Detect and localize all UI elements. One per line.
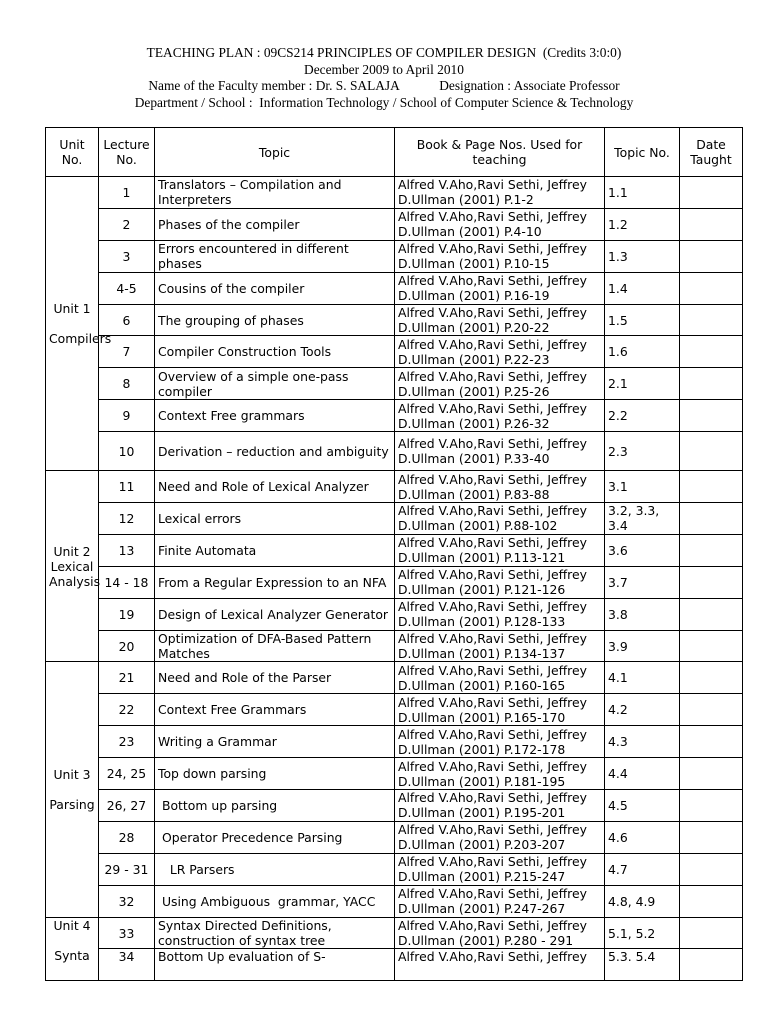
topic-no-cell: 2.3 bbox=[605, 432, 680, 471]
col-header-book: Book & Page Nos. Used for teaching bbox=[395, 128, 605, 177]
book-pages-cell: Alfred V.Aho,Ravi Sethi, Jeffrey bbox=[395, 949, 605, 980]
topic-no-cell: 4.3 bbox=[605, 726, 680, 758]
book-pages-cell: Alfred V.Aho,Ravi Sethi, Jeffrey D.Ullman (2001) P.160-165 bbox=[395, 662, 605, 694]
table-row bbox=[46, 598, 743, 630]
date-taught-cell bbox=[680, 336, 743, 368]
date-taught-cell bbox=[680, 534, 743, 566]
book-pages-cell: Alfred V.Aho,Ravi Sethi, Jeffrey D.Ullman (2001) P.195-201 bbox=[395, 790, 605, 822]
topic-cell: Design of Lexical Analyzer Generator bbox=[155, 598, 395, 630]
date-taught-cell bbox=[680, 662, 743, 694]
topic-cell: Optimization of DFA-Based Pattern Matches bbox=[155, 630, 395, 662]
topic-cell: Using Ambiguous grammar, YACC bbox=[155, 885, 395, 917]
topic-cell: Top down parsing bbox=[155, 758, 395, 790]
lecture-no-cell: 10 bbox=[99, 432, 155, 471]
book-pages-cell: Alfred V.Aho,Ravi Sethi, Jeffrey D.Ullman (2001) P.83-88 bbox=[395, 471, 605, 503]
lecture-no-cell: 22 bbox=[99, 694, 155, 726]
date-taught-cell bbox=[680, 566, 743, 598]
date-taught-cell bbox=[680, 726, 743, 758]
topic-no-cell: 4.1 bbox=[605, 662, 680, 694]
unit-cell: Unit 4 Synta bbox=[46, 917, 99, 980]
table-row bbox=[46, 694, 743, 726]
lecture-no-cell: 13 bbox=[99, 534, 155, 566]
department-line: Department / School : Information Technology / School of Computer Science & Technology bbox=[134, 94, 634, 110]
lecture-no-cell: 2 bbox=[99, 208, 155, 240]
topic-cell: Bottom Up evaluation of S- bbox=[155, 949, 395, 980]
date-taught-cell bbox=[680, 758, 743, 790]
topic-no-cell: 3.1 bbox=[605, 471, 680, 503]
table-row bbox=[46, 208, 743, 240]
lecture-no-cell: 29 - 31 bbox=[99, 853, 155, 885]
lecture-no-cell: 21 bbox=[99, 662, 155, 694]
topic-cell: Cousins of the compiler bbox=[155, 272, 395, 304]
lecture-no-cell: 26, 27 bbox=[99, 790, 155, 822]
date-taught-cell bbox=[680, 790, 743, 822]
lecture-no-cell: 11 bbox=[99, 471, 155, 503]
table-row bbox=[46, 662, 743, 694]
teaching-plan-table bbox=[45, 127, 743, 981]
topic-cell: Translators – Compilation and Interpreters bbox=[155, 177, 395, 209]
topic-no-cell: 3.9 bbox=[605, 630, 680, 662]
date-taught-cell bbox=[680, 304, 743, 336]
topic-no-cell: 4.5 bbox=[605, 790, 680, 822]
table-row bbox=[46, 336, 743, 368]
lecture-no-cell: 1 bbox=[99, 177, 155, 209]
topic-no-cell: 1.2 bbox=[605, 208, 680, 240]
table-row bbox=[46, 272, 743, 304]
table-row bbox=[46, 471, 743, 503]
lecture-no-cell: 24, 25 bbox=[99, 758, 155, 790]
table-row bbox=[46, 503, 743, 535]
date-taught-cell bbox=[680, 917, 743, 949]
date-taught-cell bbox=[680, 630, 743, 662]
topic-no-cell: 4.4 bbox=[605, 758, 680, 790]
lecture-no-cell: 20 bbox=[99, 630, 155, 662]
unit-cell: Unit 3 Parsing bbox=[46, 662, 99, 917]
book-pages-cell: Alfred V.Aho,Ravi Sethi, Jeffrey D.Ullman (2001) P.26-32 bbox=[395, 400, 605, 432]
table-row bbox=[46, 400, 743, 432]
topic-cell: Compiler Construction Tools bbox=[155, 336, 395, 368]
topic-cell: Context Free grammars bbox=[155, 400, 395, 432]
topic-no-cell: 3.6 bbox=[605, 534, 680, 566]
date-taught-cell bbox=[680, 694, 743, 726]
date-taught-cell bbox=[680, 208, 743, 240]
topic-cell: Phases of the compiler bbox=[155, 208, 395, 240]
topic-cell: Overview of a simple one-pass compiler bbox=[155, 368, 395, 400]
table-row bbox=[46, 368, 743, 400]
topic-no-cell: 3.8 bbox=[605, 598, 680, 630]
date-taught-cell bbox=[680, 598, 743, 630]
col-header-topic: Topic bbox=[155, 128, 395, 177]
date-taught-cell bbox=[680, 885, 743, 917]
topic-no-cell: 1.4 bbox=[605, 272, 680, 304]
date-taught-cell bbox=[680, 821, 743, 853]
book-pages-cell: Alfred V.Aho,Ravi Sethi, Jeffrey D.Ullman (2001) P.88-102 bbox=[395, 503, 605, 535]
book-pages-cell: Alfred V.Aho,Ravi Sethi, Jeffrey D.Ullman (2001) P.203-207 bbox=[395, 821, 605, 853]
date-taught-cell bbox=[680, 471, 743, 503]
date-taught-cell bbox=[680, 853, 743, 885]
book-pages-cell: Alfred V.Aho,Ravi Sethi, Jeffrey D.Ullman (2001) P.215-247 bbox=[395, 853, 605, 885]
table-row bbox=[46, 240, 743, 272]
topic-no-cell: 2.2 bbox=[605, 400, 680, 432]
topic-cell: Writing a Grammar bbox=[155, 726, 395, 758]
topic-cell: Derivation – reduction and ambiguity bbox=[155, 432, 395, 471]
topic-no-cell: 4.6 bbox=[605, 821, 680, 853]
topic-no-cell: 1.5 bbox=[605, 304, 680, 336]
lecture-no-cell: 33 bbox=[99, 917, 155, 949]
date-taught-cell bbox=[680, 400, 743, 432]
topic-no-cell: 4.2 bbox=[605, 694, 680, 726]
lecture-no-cell: 3 bbox=[99, 240, 155, 272]
topic-no-cell: 2.1 bbox=[605, 368, 680, 400]
date-taught-cell bbox=[680, 503, 743, 535]
lecture-no-cell: 19 bbox=[99, 598, 155, 630]
book-pages-cell: Alfred V.Aho,Ravi Sethi, Jeffrey D.Ullman (2001) P.280 - 291 bbox=[395, 917, 605, 949]
title-line: TEACHING PLAN : 09CS214 PRINCIPLES OF COMPILER DESIGN (Credits 3:0:0) bbox=[146, 45, 622, 60]
book-pages-cell: Alfred V.Aho,Ravi Sethi, Jeffrey D.Ullman (2001) P.172-178 bbox=[395, 726, 605, 758]
lecture-no-cell: 4-5 bbox=[99, 272, 155, 304]
table-row bbox=[46, 917, 743, 949]
lecture-no-cell: 28 bbox=[99, 821, 155, 853]
period-line: December 2009 to April 2010 bbox=[304, 61, 464, 77]
book-pages-cell: Alfred V.Aho,Ravi Sethi, Jeffrey D.Ullman (2001) P.4-10 bbox=[395, 208, 605, 240]
topic-no-cell: 5.3. 5.4 bbox=[605, 949, 680, 980]
date-taught-cell bbox=[680, 432, 743, 471]
lecture-no-cell: 32 bbox=[99, 885, 155, 917]
topic-cell: The grouping of phases bbox=[155, 304, 395, 336]
col-header-date-taught: Date Taught bbox=[680, 128, 743, 177]
faculty-line: Name of the Faculty member : Dr. S. SALAJA Designation : Associate Professor bbox=[148, 78, 620, 93]
book-pages-cell: Alfred V.Aho,Ravi Sethi, Jeffrey D.Ullman (2001) P.134-137 bbox=[395, 630, 605, 662]
book-pages-cell: Alfred V.Aho,Ravi Sethi, Jeffrey D.Ullman (2001) P.16-19 bbox=[395, 272, 605, 304]
book-pages-cell: Alfred V.Aho,Ravi Sethi, Jeffrey D.Ullman (2001) P.10-15 bbox=[395, 240, 605, 272]
topic-cell: Finite Automata bbox=[155, 534, 395, 566]
table-row bbox=[46, 758, 743, 790]
book-pages-cell: Alfred V.Aho,Ravi Sethi, Jeffrey D.Ullman (2001) P.121-126 bbox=[395, 566, 605, 598]
table-row bbox=[46, 566, 743, 598]
topic-no-cell: 1.6 bbox=[605, 336, 680, 368]
col-header-lecture: Lecture No. bbox=[99, 128, 155, 177]
lecture-no-cell: 34 bbox=[99, 949, 155, 980]
book-pages-cell: Alfred V.Aho,Ravi Sethi, Jeffrey D.Ullman (2001) P.25-26 bbox=[395, 368, 605, 400]
topic-cell: Bottom up parsing bbox=[155, 790, 395, 822]
book-pages-cell: Alfred V.Aho,Ravi Sethi, Jeffrey D.Ullman (2001) P.165-170 bbox=[395, 694, 605, 726]
topic-cell: Need and Role of Lexical Analyzer bbox=[155, 471, 395, 503]
topic-cell: Lexical errors bbox=[155, 503, 395, 535]
topic-cell: Errors encountered in different phases bbox=[155, 240, 395, 272]
lecture-no-cell: 7 bbox=[99, 336, 155, 368]
table-row bbox=[46, 790, 743, 822]
table-row bbox=[46, 821, 743, 853]
topic-cell: LR Parsers bbox=[155, 853, 395, 885]
table-row bbox=[46, 304, 743, 336]
topic-cell: Context Free Grammars bbox=[155, 694, 395, 726]
lecture-no-cell: 8 bbox=[99, 368, 155, 400]
book-pages-cell: Alfred V.Aho,Ravi Sethi, Jeffrey D.Ullman (2001) P.1-2 bbox=[395, 177, 605, 209]
lecture-no-cell: 23 bbox=[99, 726, 155, 758]
unit-cell: Unit 1 Compilers bbox=[46, 177, 99, 471]
topic-no-cell: 3.7 bbox=[605, 566, 680, 598]
col-header-unit: Unit No. bbox=[46, 128, 99, 177]
unit-cell: Unit 2 Lexical Analysis bbox=[46, 471, 99, 662]
book-pages-cell: Alfred V.Aho,Ravi Sethi, Jeffrey D.Ullman (2001) P.113-121 bbox=[395, 534, 605, 566]
topic-cell: Need and Role of the Parser bbox=[155, 662, 395, 694]
date-taught-cell bbox=[680, 368, 743, 400]
lecture-no-cell: 6 bbox=[99, 304, 155, 336]
table-header-row bbox=[46, 128, 743, 177]
table-row bbox=[46, 534, 743, 566]
book-pages-cell: Alfred V.Aho,Ravi Sethi, Jeffrey D.Ullman (2001) P.128-133 bbox=[395, 598, 605, 630]
date-taught-cell bbox=[680, 949, 743, 980]
table-row bbox=[46, 885, 743, 917]
table-row bbox=[46, 432, 743, 471]
topic-no-cell: 1.1 bbox=[605, 177, 680, 209]
topic-no-cell: 5.1, 5.2 bbox=[605, 917, 680, 949]
table-row bbox=[46, 630, 743, 662]
topic-no-cell: 4.7 bbox=[605, 853, 680, 885]
topic-cell: Syntax Directed Definitions, construction of syntax tree bbox=[155, 917, 395, 949]
topic-cell: From a Regular Expression to an NFA bbox=[155, 566, 395, 598]
book-pages-cell: Alfred V.Aho,Ravi Sethi, Jeffrey D.Ullman (2001) P.181-195 bbox=[395, 758, 605, 790]
lecture-no-cell: 14 - 18 bbox=[99, 566, 155, 598]
table-row bbox=[46, 853, 743, 885]
table-row bbox=[46, 949, 743, 980]
book-pages-cell: Alfred V.Aho,Ravi Sethi, Jeffrey D.Ullman (2001) P.22-23 bbox=[395, 336, 605, 368]
book-pages-cell: Alfred V.Aho,Ravi Sethi, Jeffrey D.Ullman (2001) P.247-267 bbox=[395, 885, 605, 917]
topic-no-cell: 1.3 bbox=[605, 240, 680, 272]
topic-no-cell: 3.2, 3.3, 3.4 bbox=[605, 503, 680, 535]
lecture-no-cell: 12 bbox=[99, 503, 155, 535]
date-taught-cell bbox=[680, 240, 743, 272]
book-pages-cell: Alfred V.Aho,Ravi Sethi, Jeffrey D.Ullman (2001) P.33-40 bbox=[395, 432, 605, 471]
date-taught-cell bbox=[680, 177, 743, 209]
date-taught-cell bbox=[680, 272, 743, 304]
book-pages-cell: Alfred V.Aho,Ravi Sethi, Jeffrey D.Ullman (2001) P.20-22 bbox=[395, 304, 605, 336]
topic-cell: Operator Precedence Parsing bbox=[155, 821, 395, 853]
table-row bbox=[46, 177, 743, 209]
topic-no-cell: 4.8, 4.9 bbox=[605, 885, 680, 917]
lecture-no-cell: 9 bbox=[99, 400, 155, 432]
col-header-topic-no: Topic No. bbox=[605, 128, 680, 177]
table-row bbox=[46, 726, 743, 758]
document-header bbox=[0, 45, 768, 111]
